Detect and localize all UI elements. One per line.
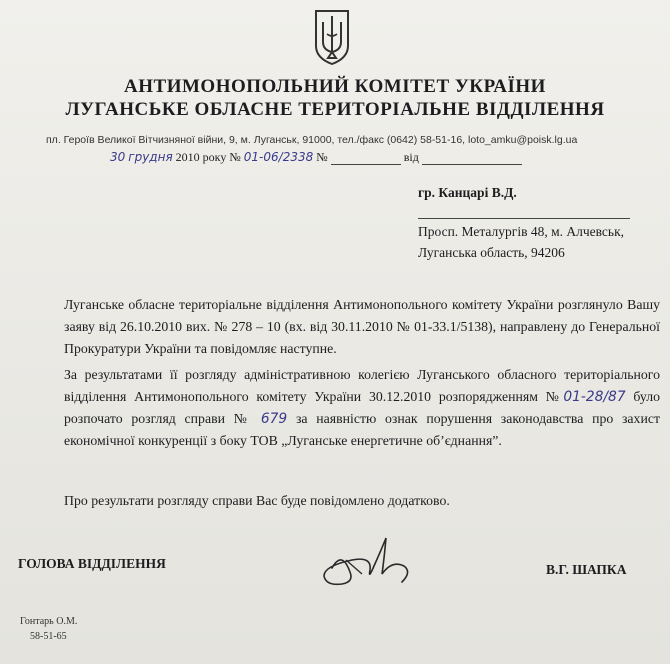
date-reference-line <box>110 150 522 165</box>
incoming-number-blank <box>331 152 401 165</box>
signatory-name: В.Г. ШАПКА <box>546 562 627 577</box>
addressee-region: Луганська область, 94206 <box>418 245 565 260</box>
paragraph-3 <box>64 490 660 512</box>
trident-emblem-icon <box>313 8 351 66</box>
paragraph-2-text-b: було розпочато розгляд справи № <box>64 389 660 426</box>
addressee-divider <box>418 218 630 219</box>
incoming-date-label: від <box>403 150 419 164</box>
signatory-position: ГОЛОВА ВІДДІЛЕННЯ <box>18 556 166 571</box>
paragraph-2 <box>64 364 660 452</box>
date-day: 30 <box>110 150 126 164</box>
organization-title: АНТИМОНОПОЛЬНИЙ КОМІТЕТ УКРАЇНИ <box>124 76 546 97</box>
paragraph-1-text: Луганське обласне територіальне відділення Антимонопольного комітету України розглянуло Вашу заяву від 26.10.2010 вих. № 278 – 10 (вх. від 30.11.2010 № 01-33.1/5138), направлену до Генеральної Прокуратури України та повідомляє наступне. <box>64 297 660 356</box>
incoming-number-label: № <box>316 150 328 164</box>
organization-address: пл. Героїв Великої Вітчизняної війни, 9, м. Луганськ, 91000, тел./факс (0642) 58-51-16, loto_amku@poisk.lg.ua <box>46 134 578 146</box>
executor-name: Гонтарь О.М. <box>20 616 78 627</box>
handwritten-signature-icon <box>312 530 442 590</box>
paragraph-2-text-c: за наявністю ознак порушення законодавства про захист економічної конкуренції з боку ТОВ „Луганське енергетичне об’єднання”. <box>64 411 660 448</box>
executor-phone: 58-51-65 <box>30 631 67 642</box>
addressee-name: гр. Канцарі В.Д. <box>418 185 517 200</box>
department-title: ЛУГАНСЬКЕ ОБЛАСНЕ ТЕРИТОРІАЛЬНЕ ВІДДІЛЕННЯ <box>65 99 605 120</box>
incoming-date-blank <box>422 152 522 165</box>
case-number: 679 <box>260 411 288 427</box>
date-year: 2010 року № <box>175 150 241 164</box>
outgoing-number: 01-06/2338 <box>243 150 314 164</box>
date-month: грудня <box>128 150 173 164</box>
paragraph-1 <box>64 294 660 360</box>
paragraph-3-text: Про результати розгляду справи Вас буде повідомлено додатково. <box>64 493 450 508</box>
addressee-street: Просп. Металургів 48, м. Алчевськ, <box>418 224 625 239</box>
order-number: 01-28/87 <box>563 389 626 405</box>
paragraph-2-text-a: За результатами її розгляду адміністративною колегією Луганського обласного територіального відділення Антимонопольного комітету України 30.12.2010 розпорядженням № <box>64 367 660 404</box>
